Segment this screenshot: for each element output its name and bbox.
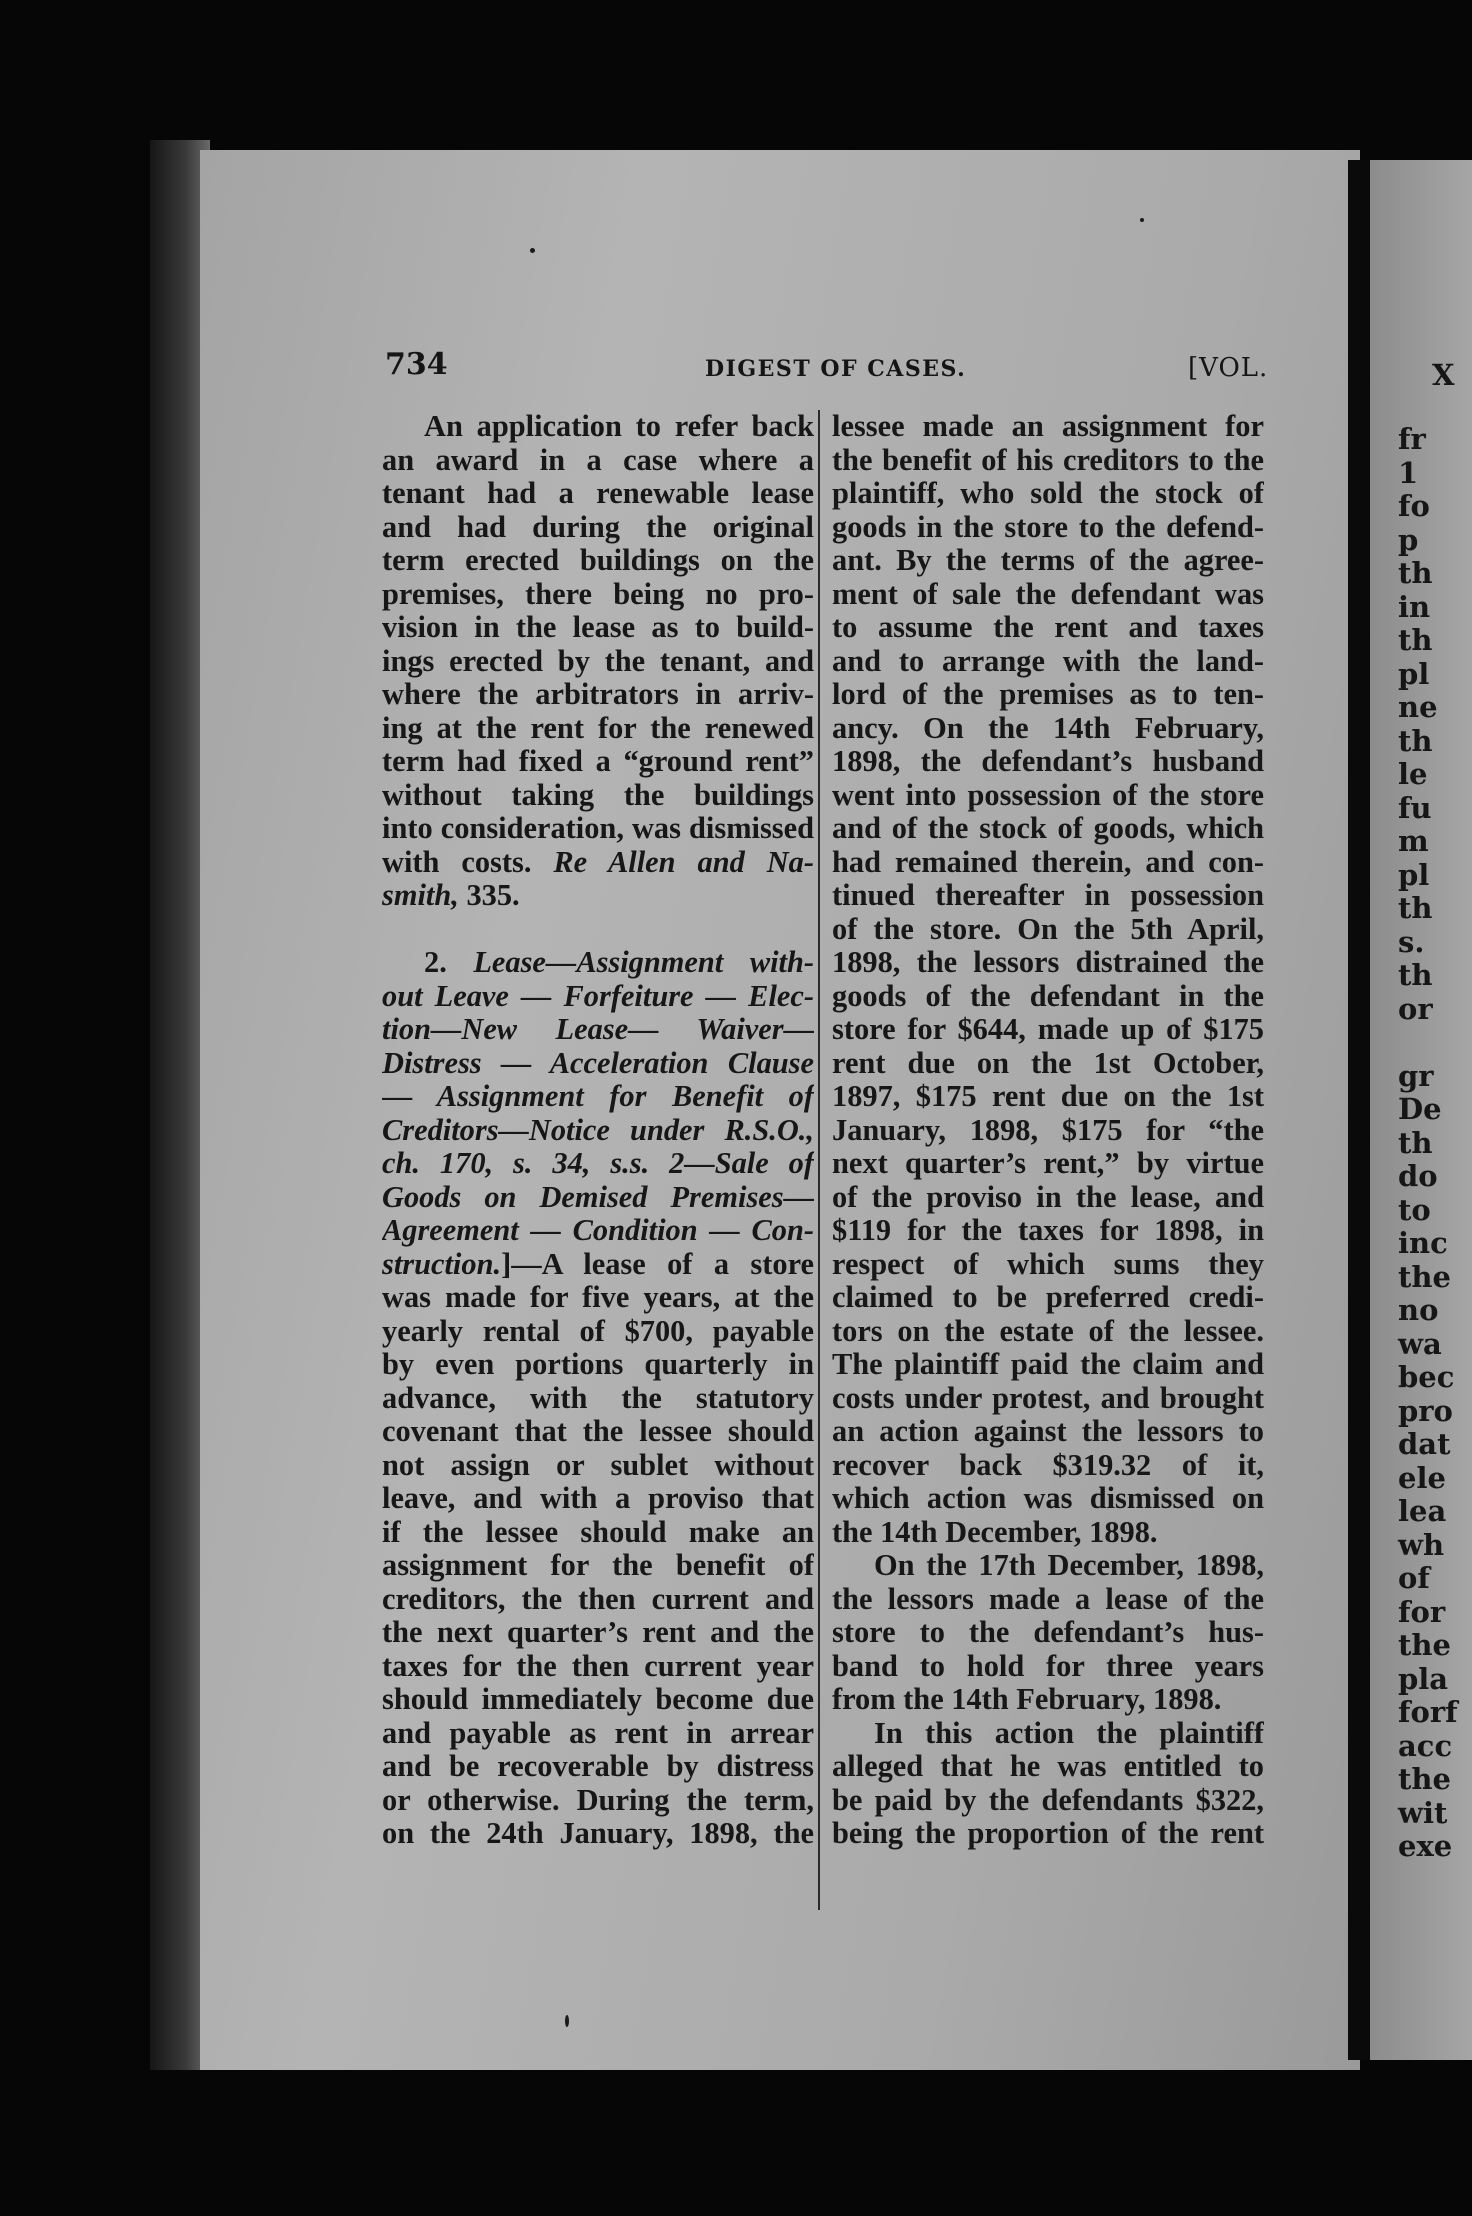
text-line [382,544,814,578]
text-run: and had during the original [382,510,814,544]
text-run: 1897, $175 rent due on the 1st [832,1080,1264,1113]
text-run: was made for five years, at the [382,1281,814,1314]
text-run: 1898, the defendant’s husband [832,745,1264,778]
adjacent-page-text-fragment: p [1398,522,1419,557]
italic-run: out Leave — Forfeiture — Elec- [382,979,814,1013]
text-run: The plaintiff paid the claim and [832,1348,1264,1381]
text-run: costs under protest, and brought [832,1381,1264,1415]
adjacent-page-text-fragment: lea [1398,1494,1447,1528]
text-run: premises, there being no pro- [382,577,814,611]
text-line [832,1181,1264,1215]
text-line [832,645,1264,679]
adjacent-page-text-fragment: 1 [1398,455,1419,490]
text-line [832,444,1264,478]
italic-run: Distress — Acceleration Clause [382,1046,814,1080]
text-line [382,1482,814,1516]
text-line [382,611,814,645]
text-run: of the proviso in the lease, and [832,1180,1264,1214]
text-run: goods in the store to the defend- [832,510,1264,544]
text-line [382,578,814,612]
text-line [832,1717,1264,1751]
adjacent-page-text-fragment: m [1398,824,1429,858]
text-run: alleged that he was entitled to [832,1750,1264,1783]
text-line [382,1013,814,1047]
text-run: tors on the estate of the lessee. [832,1314,1264,1348]
text-line [832,1080,1264,1114]
adjacent-page-text-fragment: exe [1398,1829,1453,1863]
adjacent-page-text-fragment: the [1398,1259,1451,1294]
adjacent-page-text-fragment: inc [1398,1226,1448,1260]
text-line [832,1817,1264,1851]
text-line [382,1449,814,1483]
text-line [382,779,814,813]
text-line [832,946,1264,980]
adjacent-page-text-fragment: s. [1398,924,1425,959]
scan-speck [530,248,535,253]
adjacent-page-header-fragment: X [1432,358,1455,392]
text-line [832,1147,1264,1181]
text-run: into consideration, was dismissed [382,812,814,845]
right-text-column [832,410,1264,1851]
text-run: 1898, the lessors distrained the [832,946,1264,979]
text-line [382,1650,814,1684]
adjacent-page-text-fragment: or [1398,991,1433,1026]
text-line [832,611,1264,645]
adjacent-page-text-fragment: gr [1398,1058,1434,1093]
text-run: lord of the premises as to ten- [832,678,1264,711]
adjacent-page-text-fragment: pl [1398,857,1430,892]
adjacent-page-text-fragment: fr [1398,422,1426,456]
text-line [832,1047,1264,1081]
text-line [382,1750,814,1784]
text-line [382,1147,814,1181]
text-run: on the 24th January, 1898, the [382,1817,814,1850]
text-run: ancy. On the 14th February, [832,711,1264,745]
text-line [382,1516,814,1550]
adjacent-page-text-fragment: dat [1398,1427,1451,1461]
text-run: creditors, the then current and [382,1582,814,1616]
text-run: the 14th December, 1898. [832,1515,1158,1549]
adjacent-page-text-fragment: fu [1398,790,1432,825]
adjacent-page-text-fragment: acc [1398,1728,1453,1763]
text-run: leave, and with a proviso that [382,1482,814,1515]
text-line [382,444,814,478]
adjacent-page-text-fragment: wh [1398,1527,1445,1562]
text-run: rent due on the 1st October, [832,1046,1264,1080]
text-run: term erected buildings on the [382,544,814,577]
text-run: claimed to be preferred credi- [832,1281,1264,1314]
text-line [382,1080,814,1114]
text-line [382,1248,814,1282]
text-line [832,1482,1264,1516]
text-run: from the 14th February, 1898. [832,1683,1222,1716]
text-line [832,1013,1264,1047]
italic-run: Lease—Assignment with- [473,946,814,979]
adjacent-page-text-fragment: fo [1398,489,1430,523]
text-run: and be recoverable by distress [382,1750,814,1783]
column-divider [818,410,820,1910]
text-line [382,1549,814,1583]
running-head: DIGEST OF CASES. [705,356,967,382]
text-line [832,980,1264,1014]
text-run: the benefit of his creditors to the [832,443,1264,477]
adjacent-page-text-fragment: pro [1398,1393,1453,1428]
adjacent-page-text-fragment: forf [1398,1695,1458,1729]
text-run: plaintiff, who sold the stock of [832,477,1264,510]
adjacent-page-text-fragment: th [1398,556,1433,590]
text-line [382,1047,814,1081]
text-line [832,1382,1264,1416]
text-run: assignment for the benefit of [382,1549,814,1582]
text-run: next quarter’s rent,” by virtue [832,1147,1264,1180]
adjacent-page-text-fragment: the [1398,1628,1451,1662]
text-run: yearly rental of $700, payable [382,1314,814,1348]
italic-run: struction. [382,1247,502,1281]
adjacent-page-text-fragment: bec [1398,1360,1455,1394]
text-run: which action was dismissed on [832,1482,1264,1515]
text-line [832,712,1264,746]
adjacent-page-text-fragment: ne [1398,690,1438,724]
text-run: ings erected by the tenant, and [382,644,814,678]
italic-run: Agreement — Condition — Con- [382,1214,814,1247]
text-line [382,1683,814,1717]
text-line [832,779,1264,813]
adjacent-page-text-fragment: ele [1398,1460,1446,1495]
text-run: recover back $319.32 of it, [832,1448,1264,1482]
text-run: of the store. On the 5th April, [832,912,1264,946]
text-line [382,678,814,712]
adjacent-page-text-fragment: th [1398,958,1433,992]
text-run: should immediately become due [382,1683,814,1716]
text-line [382,645,814,679]
text-run: January, 1898, $175 for “the [832,1113,1264,1147]
volume-mark: [VOL. [1188,353,1269,383]
text-run: 335. [458,879,520,912]
text-run: In this action the plaintiff [874,1716,1264,1750]
text-run: store for $644, made up of $175 [832,1013,1264,1046]
text-run: term had fixed a “ground rent” [382,745,814,778]
text-run: band to hold for three years [832,1649,1264,1683]
text-line [832,812,1264,846]
text-line [382,1114,814,1148]
italic-run: Goods on Demised Premises— [382,1180,814,1214]
text-line [832,1683,1264,1717]
text-line [382,1583,814,1617]
text-line [832,745,1264,779]
text-line [832,410,1264,444]
italic-run: — Assignment for Benefit of [382,1080,814,1113]
adjacent-page-text-fragment: do [1398,1159,1438,1193]
text-line [832,1348,1264,1382]
scan-speck [1140,218,1144,222]
adjacent-page-text-fragment: wa [1398,1326,1442,1361]
italic-run: Re Allen and Na- [553,845,814,879]
text-line [382,1214,814,1248]
text-run: store to the defendant’s hus- [832,1616,1264,1649]
text-line [832,1750,1264,1784]
adjacent-page-text-fragment: of [1398,1561,1430,1595]
text-run: An application to refer back [424,410,814,443]
text-line [832,578,1264,612]
text-line [382,410,814,444]
text-line [832,913,1264,947]
text-line [832,1281,1264,1315]
text-run: 2. [424,946,474,979]
text-line [832,477,1264,511]
text-line [832,1214,1264,1248]
text-line [382,1717,814,1751]
text-line [832,846,1264,880]
text-run: where the arbitrators in arriv- [382,678,814,711]
text-run: $119 for the taxes for 1898, in [832,1214,1264,1247]
text-line [382,745,814,779]
text-line [382,477,814,511]
italic-run: ch. 170, s. 34, s.s. 2—Sale of [382,1147,814,1180]
text-line [832,1784,1264,1818]
adjacent-page-text-fragment: for [1398,1594,1446,1629]
text-line [832,1516,1264,1550]
text-line [832,1650,1264,1684]
text-run: ant. By the terms of the agree- [832,544,1264,577]
text-run: by even portions quarterly in [382,1348,814,1381]
text-line [832,678,1264,712]
text-line [832,1616,1264,1650]
paragraph-gap [382,913,814,947]
adjacent-page-text-fragment: th [1398,723,1433,758]
text-line [382,980,814,1014]
adjacent-page-text-fragment: pl [1398,656,1430,691]
text-line [382,879,814,913]
text-run: an award in a case where a [382,443,814,477]
text-run: ing at the rent for the renewed [382,711,814,745]
text-run: covenant that the lessee should [382,1415,814,1448]
text-line [382,946,814,980]
adjacent-page-text-fragment: the [1398,1762,1451,1796]
italic-run: Creditors—Notice under R.S.O., [382,1113,814,1147]
text-run: and of the stock of goods, which [832,812,1264,845]
text-line [382,1348,814,1382]
text-run: goods of the defendant in the [832,979,1264,1013]
text-run: ]—A lease of a store [501,1247,814,1281]
text-run: with costs. [382,845,532,879]
text-line [832,1583,1264,1617]
text-run: if the lessee should make an [382,1515,814,1549]
text-run: without taking the buildings [382,778,814,812]
text-run: an action against the lessors to [832,1415,1264,1448]
text-run: had remained therein, and con- [832,845,1264,879]
text-run: to assume the rent and taxes [832,611,1264,644]
text-line [832,1415,1264,1449]
adjacent-page-fragment [1370,160,1472,2060]
text-run: vision in the lease as to build- [382,611,814,644]
text-run: tenant had a renewable lease [382,477,814,510]
text-line [382,712,814,746]
scan-speck [565,2015,569,2027]
text-line [382,1315,814,1349]
text-line [832,544,1264,578]
adjacent-page-text-fragment: th [1398,891,1433,925]
adjacent-page-text-fragment: le [1398,757,1428,791]
text-line [382,846,814,880]
page-number: 734 [385,347,448,382]
adjacent-page-text-fragment: wit [1398,1795,1448,1830]
text-run: taxes for the then current year [382,1649,814,1683]
adjacent-page-text-fragment: th [1398,1125,1433,1160]
text-line [382,1817,814,1851]
text-run: ment of sale the defendant was [832,577,1264,611]
text-line [382,511,814,545]
text-line [832,879,1264,913]
text-line [832,1549,1264,1583]
text-run: On the 17th December, 1898, [874,1549,1264,1582]
adjacent-page-text-fragment: no [1398,1293,1439,1327]
text-run: and payable as rent in arrear [382,1716,814,1750]
italic-run: smith, [382,879,459,912]
italic-run: tion—New Lease— Waiver— [382,1013,814,1046]
adjacent-page-text-fragment: to [1398,1192,1431,1227]
text-run: the lessors made a lease of the [832,1582,1264,1616]
text-line [382,812,814,846]
text-line [832,1114,1264,1148]
text-line [832,1449,1264,1483]
adjacent-page-text-fragment: th [1398,623,1433,657]
text-line [382,1415,814,1449]
text-run: went into possession of the store [832,778,1264,812]
text-line [832,1315,1264,1349]
text-run: and to arrange with the land- [832,644,1264,678]
text-run: be paid by the defendants $322, [832,1783,1264,1817]
page-gutter [1348,160,1370,2060]
text-run: respect of which sums they [832,1247,1264,1281]
text-line [382,1382,814,1416]
text-run: not assign or sublet without [382,1448,814,1482]
left-text-column [382,410,814,1851]
adjacent-page-text-fragment: pla [1398,1661,1449,1696]
text-run: the next quarter’s rent and the [382,1616,814,1649]
text-run: lessee made an assignment for [832,410,1264,443]
text-run: advance, with the statutory [382,1381,814,1415]
text-line [832,1248,1264,1282]
adjacent-page-text-fragment: in [1398,589,1431,624]
text-line [832,511,1264,545]
text-line [382,1281,814,1315]
text-run: or otherwise. During the term, [382,1783,814,1817]
text-line [382,1616,814,1650]
adjacent-page-text-fragment: De [1398,1092,1442,1126]
text-run: being the proportion of the rent [832,1817,1264,1850]
text-run: tinued thereafter in possession [832,879,1264,912]
text-line [382,1181,814,1215]
text-line [382,1784,814,1818]
